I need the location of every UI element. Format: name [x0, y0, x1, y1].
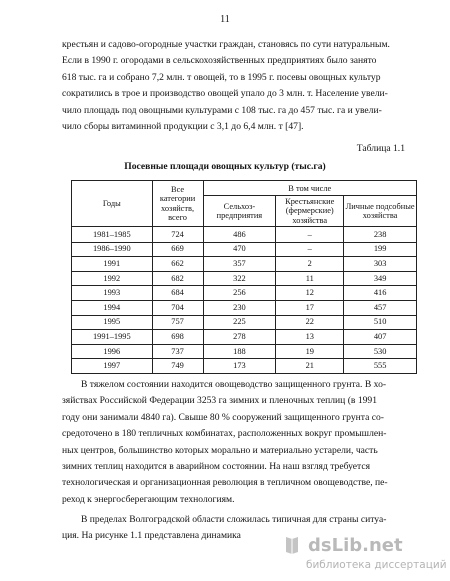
cell-farm: –	[276, 227, 344, 243]
cell-farm: –	[276, 242, 344, 257]
cell-farm: 19	[276, 344, 344, 359]
text-line: зимних теплиц находится в аварийном состоянии. На наш взгляд требуется	[62, 461, 371, 473]
cell-year: 1981–1985	[72, 227, 153, 243]
cell-year: 1997	[72, 359, 153, 374]
page-number: 11	[220, 14, 230, 25]
cell-all: 682	[152, 271, 203, 286]
text-line: 618 тыс. га и собрано 7,2 млн. т овощей, то в 1995 г. посевы овощных культур	[62, 71, 381, 83]
cell-farm: 2	[276, 257, 344, 272]
book-logo-icon	[284, 535, 300, 555]
cell-farm: 12	[276, 286, 344, 301]
cell-personal: 530	[344, 344, 417, 359]
table-row	[72, 300, 417, 315]
header-all-categories: Все категории хозяйств, всего	[152, 181, 203, 227]
text-line: технологическая и организационная революция в тепличном овощеводстве, пе-	[62, 477, 388, 489]
cell-year: 1995	[72, 315, 153, 330]
cell-year: 1994	[72, 300, 153, 315]
cell-year: 1986–1990	[72, 242, 153, 257]
cell-personal: 407	[344, 330, 417, 345]
header-agri-enterprises: Сельхоз-предприятия	[203, 196, 276, 227]
table-row	[72, 344, 417, 359]
text-line: реход к энергосберегающим технологиям.	[62, 493, 235, 505]
cell-agri: 173	[203, 359, 276, 374]
header-farm-households: Крестьянские (фермерские) хозяйства	[276, 196, 344, 227]
cell-all: 737	[152, 344, 203, 359]
cell-farm: 17	[276, 300, 344, 315]
text-line: чило сборы витаминной продукции с 3,1 до 6,4 млн. т [47].	[62, 121, 304, 133]
text-line: средоточено в 180 тепличных комбинатах, расположенных вокруг промышлен-	[62, 428, 387, 440]
paragraph-1	[62, 37, 422, 135]
cell-all: 662	[152, 257, 203, 272]
table-row	[72, 242, 417, 257]
text-line: году они занимали 4840 га). Свыше 80 % сооружений защищенного грунта со-	[62, 411, 384, 423]
table-row	[72, 359, 417, 374]
cell-personal: 555	[344, 359, 417, 374]
text-line: зяйствах Российской Федерации 3253 га зимних и пленочных теплиц (в 1991	[62, 395, 378, 407]
table-row	[72, 286, 417, 301]
header-including: В том числе	[203, 181, 417, 196]
table-row	[72, 315, 417, 330]
cell-personal: 349	[344, 271, 417, 286]
cell-all: 757	[152, 315, 203, 330]
cell-farm: 22	[276, 315, 344, 330]
cell-year: 1991	[72, 257, 153, 272]
cell-year: 1996	[72, 344, 153, 359]
cell-all: 669	[152, 242, 203, 257]
cell-year: 1993	[72, 286, 153, 301]
cell-all: 684	[152, 286, 203, 301]
cell-farm: 13	[276, 330, 344, 345]
table-row	[72, 257, 417, 272]
table-row	[72, 330, 417, 345]
cell-farm: 21	[276, 359, 344, 374]
cell-all: 698	[152, 330, 203, 345]
cell-personal: 199	[344, 242, 417, 257]
cell-all: 724	[152, 227, 203, 243]
sown-area-table	[71, 180, 417, 374]
text-line: В пределах Волгоградской области сложилась типичная для страны ситуа-	[81, 514, 387, 525]
text-line: сократились в трое и производство овощей упало до 3 млн. т. Население увели-	[62, 88, 388, 100]
table-caption: Таблица 1.1	[356, 143, 405, 154]
cell-personal: 238	[344, 227, 417, 243]
text-line: ция. На рисунке 1.1 представлена динамика	[62, 530, 241, 542]
cell-personal: 303	[344, 257, 417, 272]
cell-agri: 188	[203, 344, 276, 359]
text-line: крестьян и садово-огородные участки граждан, становясь по сути натуральным.	[62, 39, 390, 50]
cell-personal: 416	[344, 286, 417, 301]
cell-farm: 11	[276, 271, 344, 286]
cell-agri: 322	[203, 271, 276, 286]
cell-agri: 230	[203, 300, 276, 315]
text-line: ных центров, большинство которых морально и материально устарели, часть	[62, 444, 378, 456]
cell-agri: 256	[203, 286, 276, 301]
watermark-title: dsLib.net	[308, 535, 403, 556]
cell-agri: 470	[203, 242, 276, 257]
watermark	[278, 533, 448, 579]
cell-agri: 486	[203, 227, 276, 243]
header-personal-households: Личные подсобные хозяйства	[344, 196, 417, 227]
cell-agri: 278	[203, 330, 276, 345]
watermark-subtitle: библиотека диссертаций	[306, 559, 447, 571]
header-years: Годы	[72, 181, 153, 227]
cell-all: 749	[152, 359, 203, 374]
table-title: Посевные площади овощных культур (тыс.га)	[124, 161, 326, 172]
cell-year: 1991–1995	[72, 330, 153, 345]
text-line: В тяжелом состоянии находится овощеводство защищенного грунта. В хо-	[81, 379, 387, 390]
cell-agri: 225	[203, 315, 276, 330]
cell-personal: 457	[344, 300, 417, 315]
cell-personal: 510	[344, 315, 417, 330]
paragraph-2	[62, 377, 422, 508]
text-line: Если в 1990 г. огородами в сельскохозяйственных предприятиях было занято	[62, 55, 377, 67]
cell-all: 704	[152, 300, 203, 315]
cell-year: 1992	[72, 271, 153, 286]
cell-agri: 357	[203, 257, 276, 272]
table-body	[72, 227, 417, 374]
table-row	[72, 227, 417, 243]
text-line: чило площадь под овощными культурами с 108 тыс. га до 457 тыс. га и увели-	[62, 104, 382, 116]
table-row	[72, 271, 417, 286]
